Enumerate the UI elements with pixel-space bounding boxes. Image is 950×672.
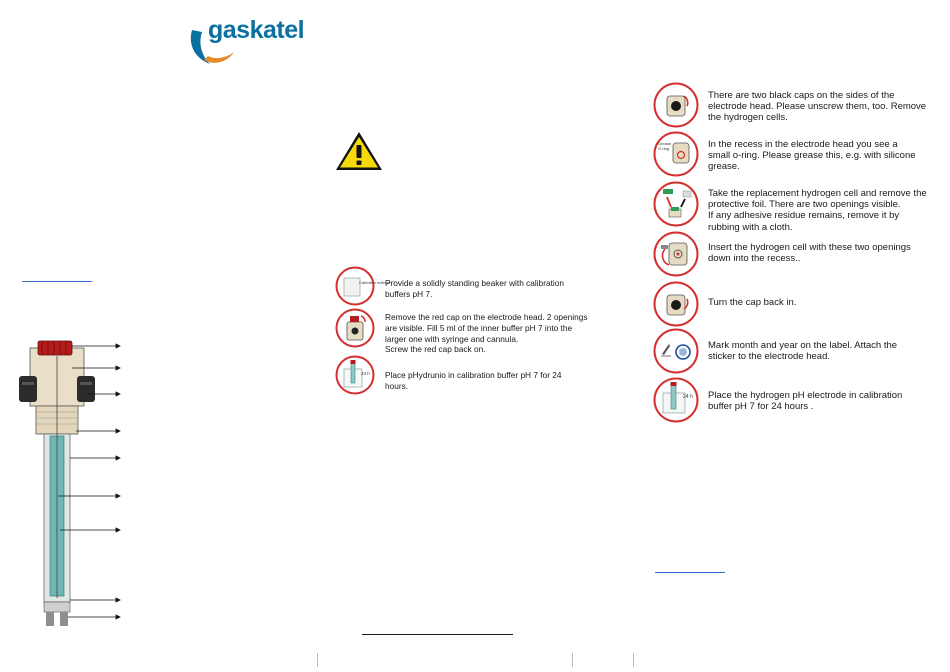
footer-separator-2 — [572, 653, 573, 667]
left-step-1-text: Provide a solidly standing beaker with calibration buffers pH 7. — [385, 278, 564, 299]
label-sticker-icon — [653, 328, 699, 374]
grease-oring-icon — [653, 131, 699, 177]
red-cap-removal-icon — [335, 308, 375, 348]
brand-name: gaskatel — [208, 16, 305, 44]
center-footer-rule — [362, 634, 513, 635]
right-step-3-text: Take the replacement hydrogen cell and remove the protective foil. There are two openings visible. If any adhesive residue remains, remove it by rubbing with a cloth. — [708, 188, 927, 233]
gaskatel-logo — [188, 16, 308, 66]
oring-label: O-ring — [658, 146, 670, 151]
electrode-cross-section-diagram — [16, 336, 126, 628]
left-step-2-text: Remove the red cap on the electrode head. 2 openings are visible. Fill 5 ml of the inner buffer pH 7 into the larger one with syringe and cannula. Screw the red cap back on. — [385, 312, 588, 355]
calibration-beaker-icon — [335, 266, 395, 306]
black-cap-unscrew-icon — [653, 82, 699, 128]
footer-separator-3 — [633, 653, 634, 667]
duration-label: 24 h — [361, 371, 370, 376]
duration-label: 24 h — [683, 394, 693, 400]
grease-label: Grease — [658, 141, 672, 146]
left-link-underline[interactable] — [22, 281, 92, 282]
warning-triangle-icon — [334, 130, 384, 172]
left-step-3-text: Place pHydrunio in calibration buffer pH 7 for 24 hours. — [385, 370, 562, 391]
right-step-4-text: Insert the hydrogen cell with these two openings down into the recess.. — [708, 242, 911, 265]
right-step-7-text: Place the hydrogen pH electrode in calibration buffer pH 7 for 24 hours . — [708, 390, 903, 413]
right-link-underline[interactable] — [655, 572, 725, 573]
right-step-6-text: Mark month and year on the label. Attach the sticker to the electrode head. — [708, 340, 898, 363]
calibration-icon-label: Calibration buffer pH 7 — [359, 281, 395, 285]
hydrogen-cell-foil-icon — [653, 181, 699, 227]
right-step-1-text: There are two black caps on the sides of the electrode head. Please unscrew them, too. Remove the hydrogen cells. — [708, 90, 927, 124]
right-step-5-text: Turn the cap back in. — [708, 297, 797, 308]
electrode-calibration-icon — [653, 377, 699, 423]
insert-hydrogen-cell-icon — [653, 231, 699, 277]
right-step-2-text: In the recess in the electrode head you see a small o-ring. Please grease this, e.g. with silicone grease. — [708, 139, 916, 173]
footer-separator-1 — [317, 653, 318, 667]
cap-back-in-icon — [653, 281, 699, 327]
electrode-in-buffer-icon — [335, 355, 375, 395]
